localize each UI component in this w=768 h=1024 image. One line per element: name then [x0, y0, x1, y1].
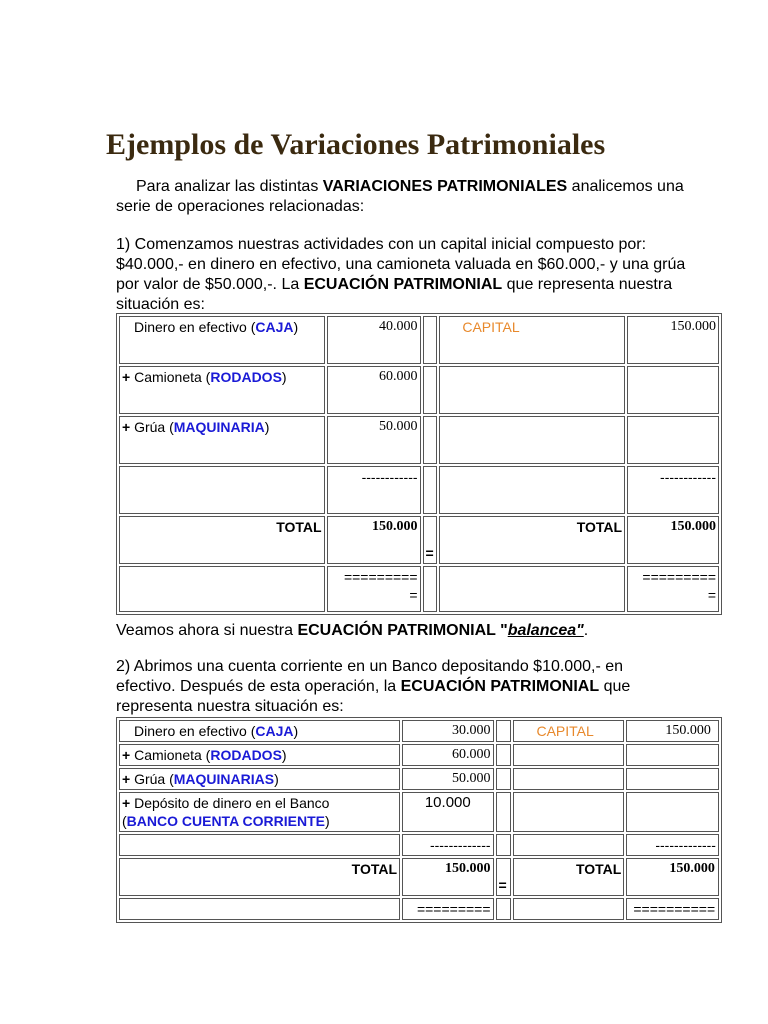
- check-text-b: ECUACIÓN PATRIMONIAL ": [297, 622, 508, 639]
- asset-prefix: +: [122, 747, 135, 763]
- total-label-right: TOTAL: [439, 516, 625, 564]
- empty-cell: [496, 768, 512, 790]
- empty-cell: [119, 566, 325, 612]
- empty-cell: [626, 792, 719, 832]
- total-label-left: TOTAL: [119, 858, 400, 896]
- empty-cell: [513, 768, 624, 790]
- asset-value: 60.000: [402, 744, 494, 766]
- empty-cell: [496, 744, 512, 766]
- asset-value: 30.000: [402, 720, 494, 742]
- capital-label: CAPITAL: [462, 319, 520, 335]
- equals-sign: =: [496, 858, 512, 896]
- empty-cell: [119, 898, 400, 920]
- asset-row: [119, 768, 400, 790]
- deposit-prefix: +: [122, 795, 135, 811]
- empty-cell: [439, 566, 625, 612]
- empty-cell: [439, 366, 625, 414]
- total-value-left: 150.000: [402, 858, 494, 896]
- check-text-a: Veamos ahora si nuestra: [116, 622, 298, 639]
- intro-paragraph: [116, 177, 716, 217]
- asset-row: [119, 720, 400, 742]
- intro-text-b: VARIACIONES PATRIMONIALES: [322, 178, 568, 195]
- empty-cell: [496, 720, 512, 742]
- equation-table-1: [116, 313, 722, 615]
- asset-account: RODADOS: [210, 369, 282, 385]
- asset-label: Grúa (: [134, 419, 174, 435]
- total-value-left: 150.000: [327, 516, 421, 564]
- asset-label: Dinero en efectivo (: [134, 723, 256, 739]
- capital-label: CAPITAL: [536, 723, 594, 739]
- empty-cell: [513, 792, 624, 832]
- asset-account: CAJA: [255, 319, 294, 335]
- asset-row: [119, 744, 400, 766]
- asset-label: Camioneta (: [134, 747, 211, 763]
- empty-cell: [627, 416, 719, 464]
- empty-cell: [626, 744, 719, 766]
- step1-paragraph: [116, 235, 696, 315]
- asset-prefix: +: [122, 771, 135, 787]
- asset-value: 50.000: [327, 416, 421, 464]
- deposit-value: 10.000: [402, 792, 494, 832]
- deposit-label: Depósito de dinero en el Banco: [134, 795, 330, 811]
- empty-cell: [496, 792, 512, 832]
- empty-cell: [423, 366, 438, 414]
- step1-text-b: ECUACIÓN PATRIMONIAL: [303, 276, 503, 293]
- asset-suffix: ): [281, 369, 287, 385]
- subtotal-line-left: -------------: [402, 834, 494, 856]
- deposit-row: [119, 792, 400, 832]
- subtotal-line-right: ------------: [627, 466, 719, 514]
- check-text-d: .: [583, 622, 589, 639]
- asset-account: RODADOS: [210, 747, 282, 763]
- asset-prefix: +: [122, 419, 135, 435]
- asset-suffix: ): [293, 723, 299, 739]
- asset-account: MAQUINARIAS: [173, 771, 275, 787]
- capital-label-cell: [513, 720, 624, 742]
- double-line-left: ========= =: [327, 566, 421, 612]
- asset-prefix: +: [122, 369, 135, 385]
- asset-label: Camioneta (: [134, 369, 211, 385]
- total-value-right: 150.000: [626, 858, 719, 896]
- asset-row: [119, 416, 325, 464]
- empty-cell: [496, 834, 512, 856]
- deposit-close: ): [325, 813, 330, 829]
- deposit-account: BANCO CUENTA CORRIENTE: [126, 813, 326, 829]
- asset-value: 50.000: [402, 768, 494, 790]
- asset-row: [119, 316, 325, 364]
- subtotal-line-right: -------------: [626, 834, 719, 856]
- step2-paragraph: [116, 657, 676, 717]
- empty-cell: [439, 416, 625, 464]
- asset-label: Grúa (: [134, 771, 174, 787]
- deposit-open: (: [122, 813, 127, 829]
- total-value-right: 150.000: [627, 516, 719, 564]
- balance-check-paragraph: [116, 621, 716, 641]
- intro-text-a: Para analizar las distintas: [136, 178, 323, 195]
- equation-table-2: [116, 717, 722, 923]
- page-title: Ejemplos de Variaciones Patrimoniales: [106, 128, 606, 161]
- asset-suffix: ): [274, 771, 279, 787]
- step2-text-b: ECUACIÓN PATRIMONIAL: [400, 678, 600, 695]
- capital-value: 150.000: [627, 316, 719, 364]
- asset-account: MAQUINARIA: [173, 419, 265, 435]
- empty-cell: [626, 768, 719, 790]
- empty-cell: [513, 744, 624, 766]
- empty-cell: [513, 898, 624, 920]
- empty-cell: [496, 898, 512, 920]
- asset-suffix: ): [264, 419, 270, 435]
- step2-text-c: que representa nuestra situación es:: [116, 678, 631, 715]
- double-line-right: ========= =: [627, 566, 719, 612]
- asset-account: CAJA: [255, 723, 294, 739]
- empty-cell: [513, 834, 624, 856]
- intro-text-c: analicemos una serie de operaciones relacionadas:: [116, 178, 684, 215]
- empty-cell: [423, 416, 438, 464]
- total-label-right: TOTAL: [513, 858, 624, 896]
- empty-cell: [119, 466, 325, 514]
- step2-text-a: 2) Abrimos una cuenta corriente en un Banco depositando $10.000,- en efectivo. Después de esta operación, la: [116, 658, 624, 695]
- asset-suffix: ): [281, 747, 287, 763]
- asset-value: 40.000: [327, 316, 421, 364]
- check-text-c: balancea": [507, 622, 584, 639]
- empty-cell: [627, 366, 719, 414]
- double-line-right: ==========: [626, 898, 719, 920]
- equals-cell: [423, 316, 438, 364]
- empty-cell: [423, 466, 438, 514]
- total-label-left: TOTAL: [119, 516, 325, 564]
- empty-cell: [119, 834, 400, 856]
- asset-label: Dinero en efectivo (: [134, 319, 256, 335]
- empty-cell: [439, 466, 625, 514]
- asset-row: [119, 366, 325, 414]
- subtotal-line-left: ------------: [327, 466, 421, 514]
- asset-suffix: ): [293, 319, 299, 335]
- capital-label-cell: [439, 316, 625, 364]
- empty-cell: [423, 566, 438, 612]
- double-line-left: =========: [402, 898, 494, 920]
- capital-value: 150.000: [626, 720, 719, 742]
- equals-sign: =: [423, 516, 438, 564]
- step1-text-c: que representa nuestra situación es:: [116, 276, 673, 313]
- asset-value: 60.000: [327, 366, 421, 414]
- step1-text-a: 1) Comenzamos nuestras actividades con un capital inicial compuesto por: $40.000,- en dinero en efectivo, una camioneta valuada en $60.000,- y una grúa por valor de $50.000,-. La: [116, 236, 686, 293]
